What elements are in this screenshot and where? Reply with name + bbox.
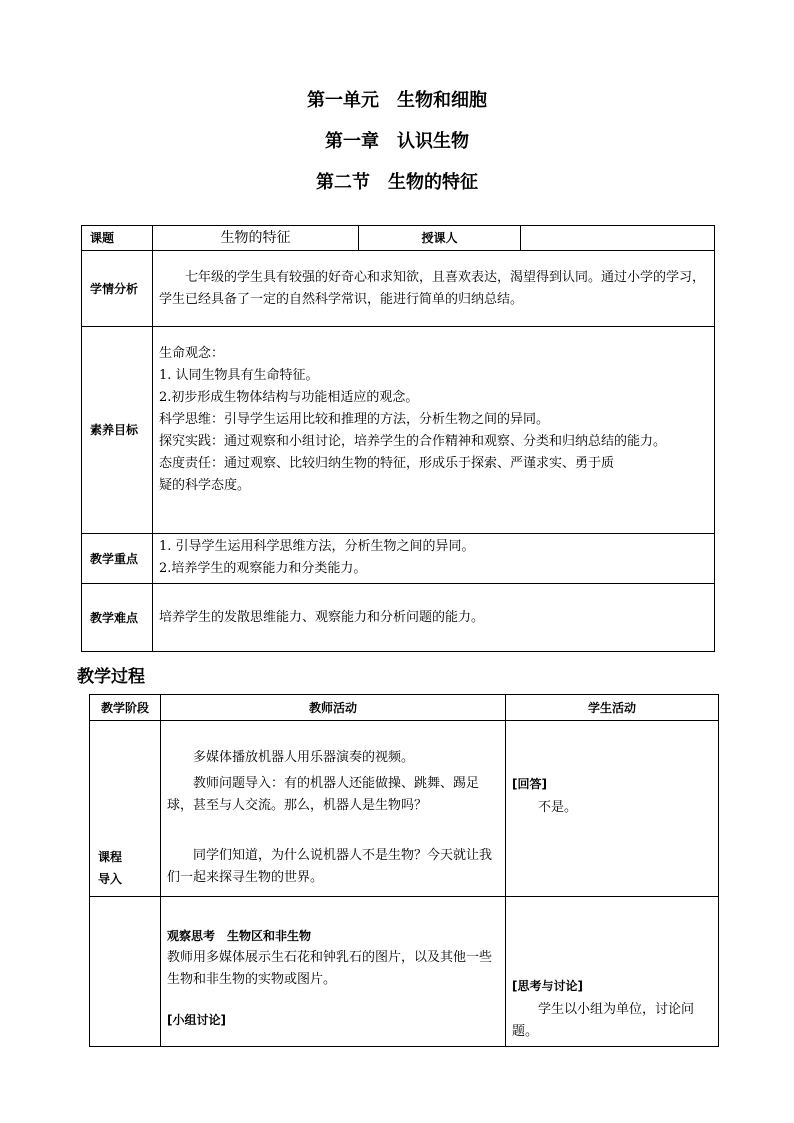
process-header-row xyxy=(90,695,719,721)
teacher-activity-tag: [小组讨论] xyxy=(167,1013,226,1027)
student-activity-tag: [思考与讨论] xyxy=(512,979,583,993)
literacy-label: 素养目标 xyxy=(82,327,153,534)
stage-name: 课程 xyxy=(98,850,123,864)
topic-value: 生物的特征 xyxy=(153,226,359,251)
analysis-text: 七年级的学生具有较强的好奇心和求知欲，且喜欢表达，渴望得到认同。通过小学的学习，学生已经具备了一定的自然科学常识，能进行简单的归纳总结。 xyxy=(159,269,706,307)
difficult-row xyxy=(82,584,715,652)
stage-name: 导入 xyxy=(98,872,123,886)
process-row-intro xyxy=(90,721,719,897)
teacher-activity-text: 同学们知道，为什么说机器人不是生物？今天就让我们一起来探寻生物的世界。 xyxy=(167,848,493,885)
literacy-line: 1. 认同生物具有生命特征。 xyxy=(159,368,319,383)
key-label: 教学重点 xyxy=(82,534,153,584)
teacher-label: 授课人 xyxy=(359,226,521,251)
literacy-line: 生命观念： xyxy=(159,346,225,361)
literacy-line: 疑的科学态度。 xyxy=(159,478,251,493)
chapter-title: 第一章 认识生物 xyxy=(325,131,469,152)
col-stage-header: 教学阶段 xyxy=(90,695,161,721)
student-activity-tag: [回答] xyxy=(512,777,547,791)
teaching-process-table xyxy=(89,694,719,1047)
process-row-observe xyxy=(90,897,719,1047)
teacher-activity-text: 多媒体播放机器人用乐器演奏的视频。 xyxy=(193,750,415,765)
teacher-value xyxy=(521,226,715,251)
analysis-label: 学情分析 xyxy=(82,251,153,327)
section-title: 第二节 生物的特征 xyxy=(316,172,478,193)
literacy-row xyxy=(82,327,715,534)
topic-label: 课题 xyxy=(82,226,153,251)
key-line: 1. 引导学生运用科学思维方法，分析生物之间的异同。 xyxy=(159,539,475,554)
key-row xyxy=(82,534,715,584)
key-line: 2.培养学生的观察能力和分类能力。 xyxy=(159,561,367,576)
teacher-activity-text: 教师用多媒体展示生石花和钟乳石的图片，以及其他一些生物和非生物的实物或图片。 xyxy=(167,950,493,987)
student-activity-text: 学生以小组为单位，讨论问题。 xyxy=(512,1002,695,1039)
lesson-info-table xyxy=(81,225,715,652)
topic-row xyxy=(82,226,715,251)
literacy-line: 探究实践：通过观察和小组讨论，培养学生的合作精神和观察、分类和归纳总结的能力。 xyxy=(159,434,667,449)
literacy-line: 2.初步形成生物体结构与功能相适应的观念。 xyxy=(159,390,419,405)
unit-title: 第一单元 生物和细胞 xyxy=(307,90,487,111)
col-student-header: 学生活动 xyxy=(506,695,719,721)
literacy-line: 态度责任：通过观察、比较归纳生物的特征，形成乐于探索、严谨求实、勇于质 xyxy=(159,456,615,471)
teacher-activity-title: 观察思考 生物区和非生物 xyxy=(167,929,312,943)
difficult-text: 培养学生的发散思维能力、观察能力和分析问题的能力。 xyxy=(159,609,485,625)
literacy-line: 科学思维：引导学生运用比较和推理的方法，分析生物之间的异同。 xyxy=(159,412,550,427)
analysis-row xyxy=(82,251,715,327)
process-heading: 教学过程 xyxy=(77,667,145,687)
difficult-label: 教学难点 xyxy=(82,584,153,652)
student-activity-text: 不是。 xyxy=(538,800,578,815)
col-teacher-header: 教师活动 xyxy=(161,695,506,721)
teacher-activity-text: 教师问题导入：有的机器人还能做操、跳舞、踢足球，甚至与人交流。那么，机器人是生物吗？ xyxy=(167,776,480,813)
